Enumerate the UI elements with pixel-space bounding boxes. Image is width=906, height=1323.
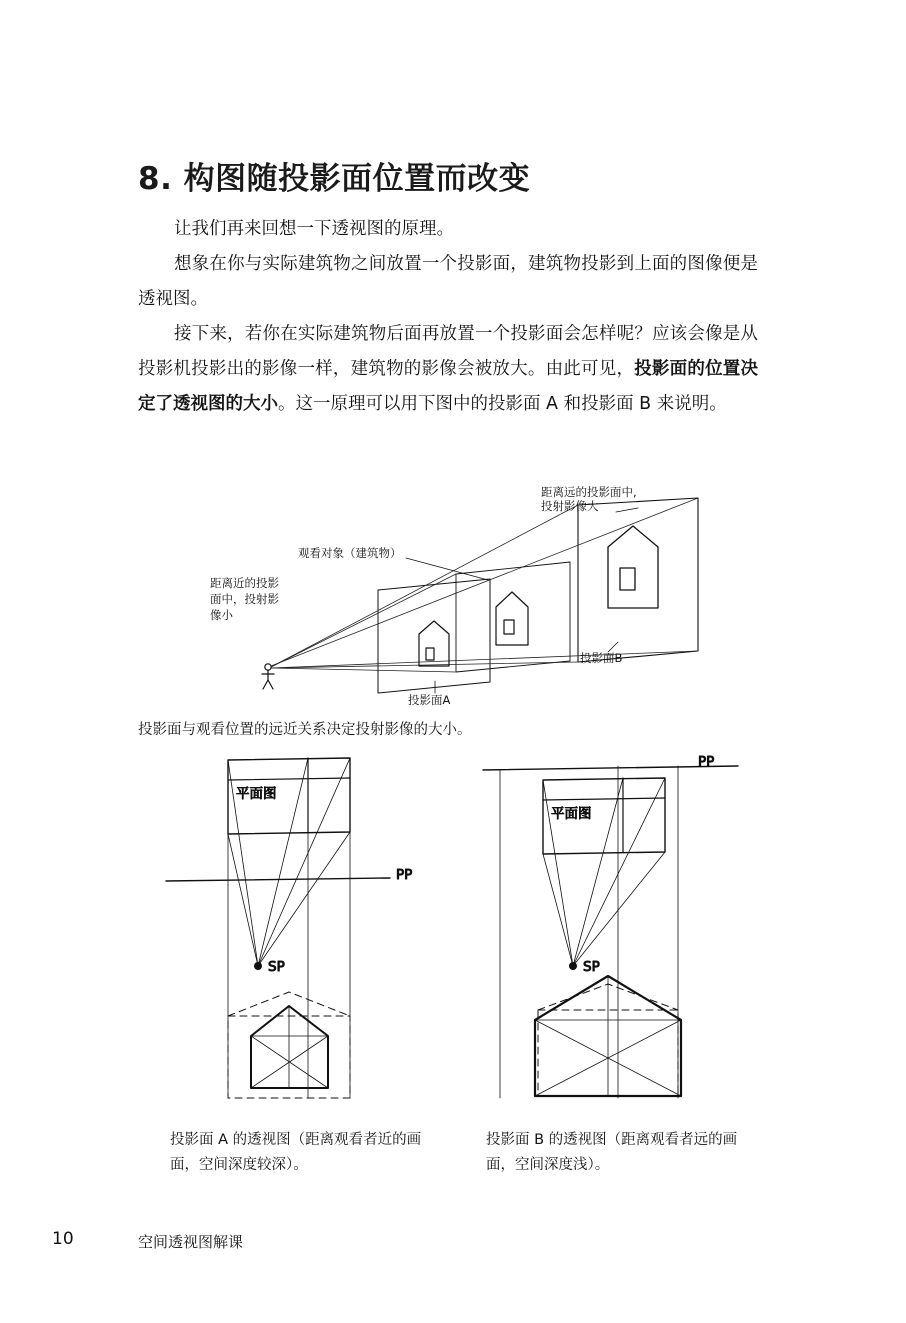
page-title: 8. 构图随投影面位置而改变 [138,160,531,197]
left-plan-label: 平面图 [236,786,277,802]
paragraph-3 [138,317,758,422]
figure-label-near-note-line3: 像小 [210,608,233,622]
left-sp-label: SP [268,959,285,975]
figure-label-object: 观看对象（建筑物） [298,546,402,560]
figure-label-plane-b: 投影面B [580,651,623,665]
right-plan-label: 平面图 [551,806,592,822]
right-pp-label: PP [698,754,715,770]
figure-projection-planes [138,482,758,707]
paragraph-2: 想象在你与实际建筑物之间放置一个投影面，建筑物投影到上面的图像便是透视图。 [138,254,758,309]
figure-label-near-note-line2: 面中，投射影 [210,592,279,606]
page-number: 10 [52,1229,74,1249]
paragraph-3-emphasis: 投影面的位置决定了透视图的大小 [138,359,759,414]
left-pp-label: PP [396,867,413,883]
figure-label-near-note-line1: 距离近的投影 [210,576,279,590]
figure-label-far-note-line1: 距离远的投影面中, [541,485,637,499]
figure-two-perspectives [138,748,768,1118]
right-sp-label: SP [583,959,600,975]
diagram-plane-b [483,754,738,1098]
caption-figure-left: 投影面 A 的透视图（距离观看者近的画面，空间深度较深）。 [170,1132,422,1173]
diagram-plane-a [166,758,412,1098]
figure-label-plane-a: 投影面A [408,693,451,707]
caption-middle: 投影面与观看位置的远近关系决定投射影像的大小。 [138,722,472,738]
page-footer [52,1229,812,1253]
paragraph-1: 让我们再来回想一下透视图的原理。 [174,219,454,239]
paragraph-3-part-b: 。这一原理可以用下图中的投影面 A 和投影面 B 来说明。 [278,394,727,414]
caption-figure-right: 投影面 B 的透视图（距离观看者远的画面，空间深度浅）。 [486,1132,738,1173]
body-text [138,212,758,422]
paragraph-3-part-a: 接下来，若你在实际建筑物后面再放置一个投影面会怎样呢？应该会像是从投影机投影出的影像一样，建筑物的影像会被放大。由此可见， [138,324,758,379]
footer-book-title: 空间透视图解课 [138,1233,244,1251]
figure-label-far-note-line2: 投射影像大 [541,499,599,513]
